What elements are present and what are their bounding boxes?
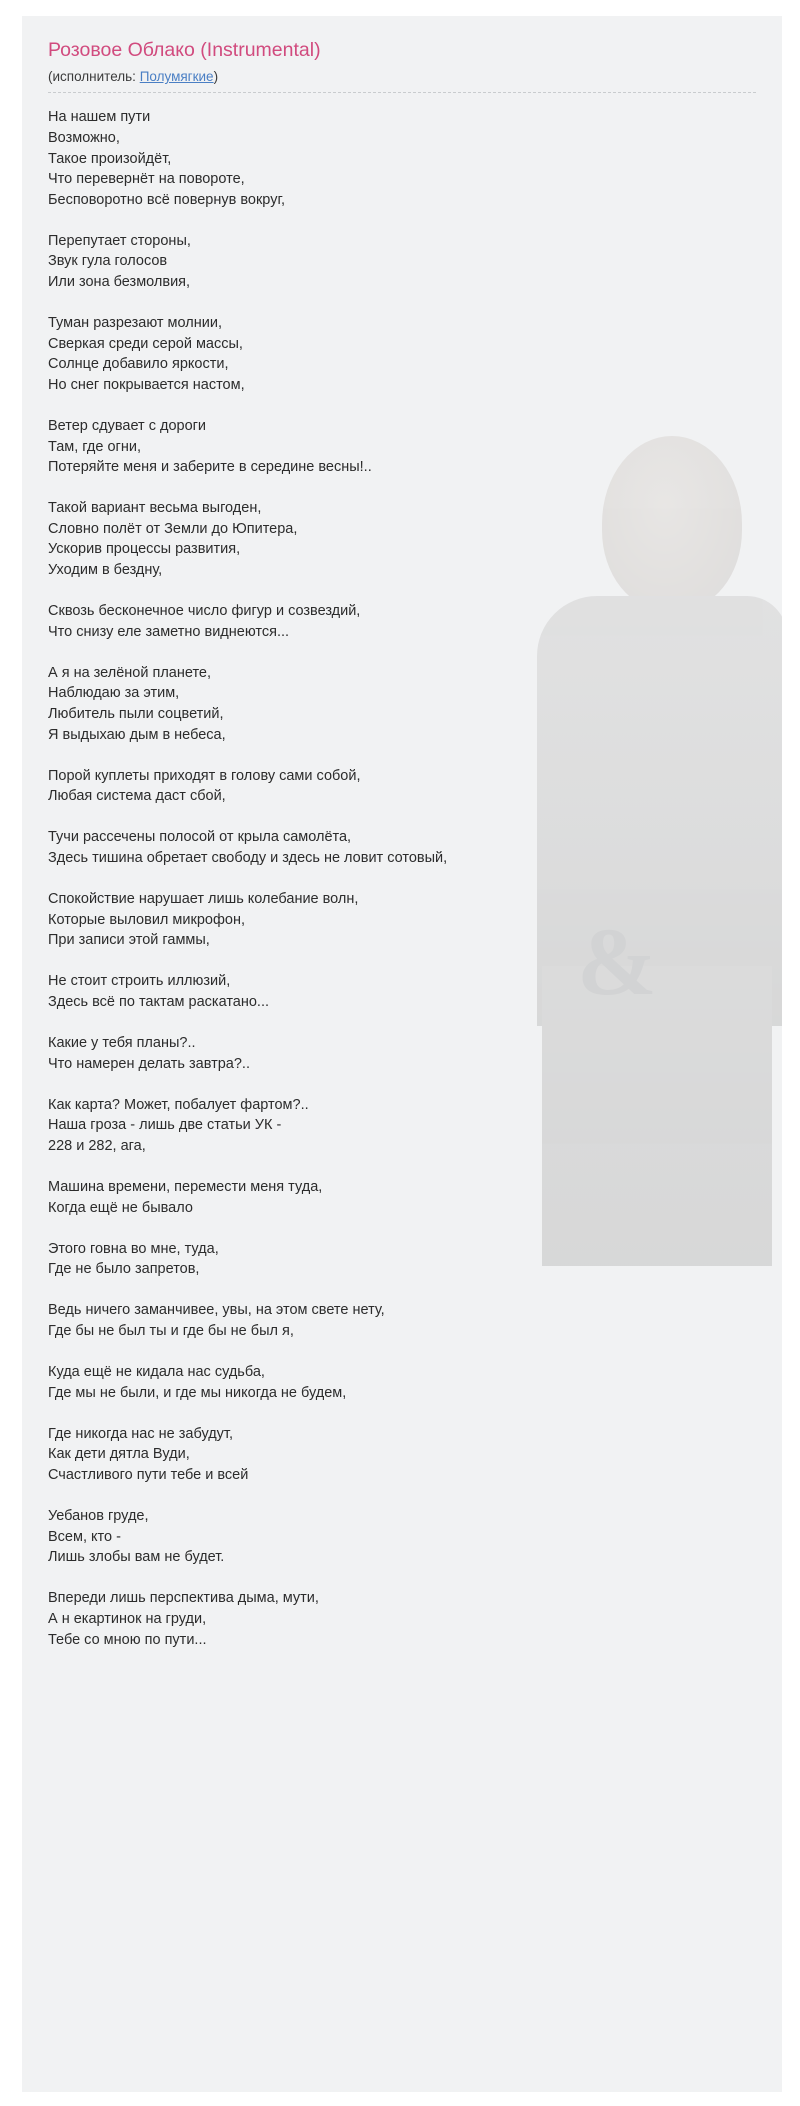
lyrics-line: А н екартинок на груди,	[48, 1610, 207, 1627]
lyrics-line: Наша гроза - лишь две статьи УК -	[48, 1117, 282, 1134]
page-title: Розовое Облако (Instrumental)	[48, 39, 321, 61]
lyrics-stanza	[48, 1506, 756, 1568]
lyrics-line: А я на зелёной планете,	[48, 664, 212, 681]
lyrics-stanza	[48, 827, 756, 868]
lyrics-stanza	[48, 889, 756, 951]
lyrics-line: Где никогда нас не забудут,	[48, 1425, 233, 1442]
lyrics-line: Туман разрезают молнии,	[48, 315, 222, 332]
lyrics-line: Сверкая среди серой массы,	[48, 335, 243, 352]
lyrics-line: Которые выловил микрофон,	[48, 911, 245, 928]
lyrics-stanza	[48, 1588, 756, 1650]
lyrics-stanza	[48, 107, 756, 210]
lyrics-stanza	[48, 1300, 756, 1341]
lyrics-line: Куда ещё не кидала нас судьба,	[48, 1364, 265, 1381]
lyrics-line: Что намерен делать завтра?..	[48, 1055, 250, 1072]
lyrics-line: Потеряйте меня и заберите в середине весны!..	[48, 459, 372, 476]
lyrics-line: Здесь всё по тактам раскатано...	[48, 993, 270, 1010]
lyrics-line: Лишь злобы вам не будет.	[48, 1549, 225, 1566]
lyrics-stanza	[48, 1033, 756, 1074]
lyrics-line: При записи этой гаммы,	[48, 932, 210, 949]
lyrics-stanza	[48, 663, 756, 745]
lyrics-line: Ускорив процессы развития,	[48, 541, 241, 558]
lyrics-line: Ветер сдувает с дороги	[48, 418, 207, 434]
page-frame-right	[782, 0, 800, 2106]
lyrics-line: 228 и 282, ага,	[48, 1137, 146, 1154]
lyrics-line: Спокойствие нарушает лишь колебание волн,	[48, 891, 359, 908]
lyrics-stanza	[48, 766, 756, 807]
lyrics-line: Порой куплеты приходят в голову сами собой,	[48, 767, 361, 784]
lyrics-line: Не стоит строить иллюзий,	[48, 973, 231, 990]
lyrics-line: Какие у тебя планы?..	[48, 1035, 196, 1052]
lyrics-line: Что снизу еле заметно виднеются...	[48, 623, 290, 640]
lyrics-body	[48, 107, 756, 1650]
lyrics-stanza	[48, 313, 756, 395]
lyrics-card	[22, 16, 782, 2092]
lyrics-line: Возможно,	[48, 129, 120, 146]
lyrics-line: Тучи рассечены полосой от крыла самолёта,	[48, 829, 352, 846]
lyrics-line: Как карта? Может, побалует фартом?..	[48, 1096, 309, 1113]
lyrics-line: Ведь ничего заманчивее, увы, на этом свете нету,	[48, 1302, 385, 1319]
divider	[48, 92, 756, 93]
lyrics-stanza	[48, 1424, 756, 1486]
lyrics-line: Где не было запретов,	[48, 1261, 200, 1278]
lyrics-line: Наблюдаю за этим,	[48, 685, 180, 702]
lyrics-line: Тебе со мною по пути...	[48, 1631, 207, 1648]
lyrics-line: Здесь тишина обретает свободу и здесь не ловит сотовый,	[48, 850, 448, 866]
lyrics-line: Как дети дятла Вуди,	[48, 1446, 190, 1463]
lyrics-line: Сквозь бесконечное число фигур и созвездий,	[48, 603, 361, 620]
lyrics-line: Когда ещё не бывало	[48, 1199, 193, 1216]
lyrics-line: Машина времени, перемести меня туда,	[48, 1179, 323, 1196]
page-frame-top	[0, 0, 800, 16]
lyrics-line: Но снег покрывается настом,	[48, 376, 245, 393]
lyrics-line: Словно полёт от Земли до Юпитера,	[48, 520, 298, 537]
lyrics-stanza	[48, 1362, 756, 1403]
lyrics-line: Такой вариант весьма выгоден,	[48, 500, 262, 517]
lyrics-line: Я выдыхаю дым в небеса,	[48, 726, 226, 743]
lyrics-stanza	[48, 498, 756, 580]
lyrics-line: Такое произойдёт,	[48, 150, 172, 167]
lyrics-line: Любая система даст сбой,	[48, 788, 226, 805]
lyrics-stanza	[48, 1095, 756, 1157]
lyrics-line: На нашем пути	[48, 109, 151, 126]
lyrics-stanza	[48, 1177, 756, 1218]
lyrics-stanza	[48, 1239, 756, 1280]
lyrics-line: Или зона безмолвия,	[48, 274, 191, 291]
performer-link[interactable]: Полумягкие	[139, 69, 214, 85]
lyrics-stanza	[48, 971, 756, 1012]
lyrics-line: Звук гула голосов	[48, 253, 168, 270]
lyrics-inner	[22, 16, 782, 1650]
lyrics-line: Уходим в бездну,	[48, 562, 163, 579]
lyrics-line: Там, где огни,	[48, 438, 141, 455]
page-frame-left	[0, 0, 22, 2106]
lyrics-line: Солнце добавило яркости,	[48, 356, 229, 373]
lyrics-line: Впереди лишь перспектива дыма, мути,	[48, 1590, 319, 1607]
lyrics-line: Уебанов груде,	[48, 1508, 149, 1525]
lyrics-line: Что перевернёт на повороте,	[48, 171, 245, 188]
lyrics-line: Где мы не были, и где мы никогда не будем,	[48, 1384, 347, 1401]
lyrics-stanza	[48, 416, 756, 478]
lyrics-line: Где бы не был ты и где бы не был я,	[48, 1323, 294, 1339]
lyrics-line: Всем, кто -	[48, 1528, 121, 1545]
performer-label: (исполнитель:	[48, 69, 136, 85]
lyrics-line: Этого говна во мне, туда,	[48, 1240, 219, 1257]
lyrics-line: Перепутает стороны,	[48, 232, 191, 249]
lyrics-line: Бесповоротно всё повернув вокруг,	[48, 191, 286, 208]
lyrics-stanza	[48, 601, 756, 642]
lyrics-line: Любитель пыли соцветий,	[48, 706, 224, 723]
page-frame-bottom	[0, 2092, 800, 2106]
performer-line	[48, 69, 756, 84]
performer-close-paren: )	[213, 69, 219, 85]
lyrics-stanza	[48, 231, 756, 293]
watermark-text: &	[577, 908, 653, 1015]
lyrics-line: Счастливого пути тебе и всей	[48, 1466, 249, 1483]
